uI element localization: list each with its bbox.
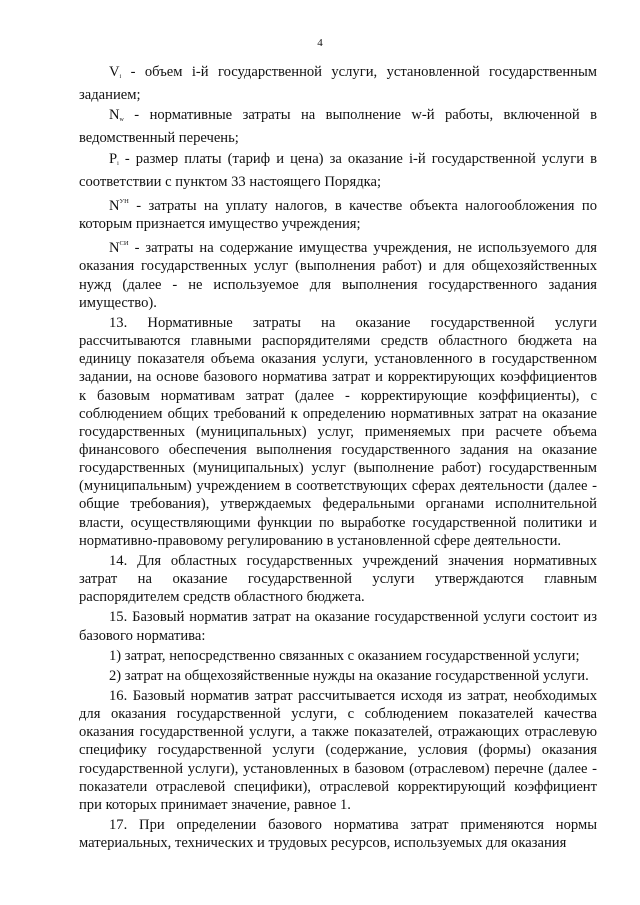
symbol-subscript: w bbox=[119, 117, 124, 124]
paragraph-17: 17. При определении базового норматива затрат применяются нормы материальных, технических и трудовых ресурсов, используемых для оказания bbox=[79, 817, 597, 852]
definition-v-i bbox=[79, 63, 597, 104]
symbol-subscript: i bbox=[117, 160, 119, 167]
symbol-superscript: УН bbox=[119, 197, 129, 205]
paragraph-16: 16. Базовый норматив затрат рассчитывается исходя из затрат, необходимых для оказания государственной услуги, с соблюдением показателей качества оказания государственной услуги, а также показателей, отражающих отраслевую специфику государственной услуги (содержание, условия (формы) оказания государственной услуги), установленных в базовом (отраслевом) перечне (далее - показатели отраслевой специфики), отраслевой корректирующий коэффициент при которых принимает значение, равное 1. bbox=[79, 688, 597, 813]
document-body bbox=[79, 63, 597, 854]
paragraph-13: 13. Нормативные затраты на оказание государственной услуги рассчитываются главными распорядителями средств областного бюджета на единицу показателя объема оказания услуги, установленного в государственном задании, на основе базового норматива затрат и корректирующих коэффициентов к базовым нормативам затрат (далее - корректирующие коэффициенты), с соблюдением общих требований к определению нормативных затрат на оказание государственных (муниципальных) услуг, применяемых при расчете объема финансового обеспечения выполнения государственного задания на оказание государственных (муниципальных) услуг (выполнение работ) государственным (муниципальным) учреждением в соответствующих сферах деятельности (далее - общие требования), утверждаемых федеральными органами исполнительной власти, осуществляющими функции по выработке государственной политики и нормативно-правовому регулированию в установленной сфере деятельности. bbox=[79, 314, 597, 549]
definition-n-si bbox=[79, 235, 597, 312]
paragraph-14: 14. Для областных государственных учреждений значения нормативных затрат на оказание государственной услуги утверждаются главным распорядителем средств областного бюджета. bbox=[79, 552, 597, 606]
paragraph-15-item-2: 2) затрат на общехозяйственные нужды на оказание государственной услуги. bbox=[109, 667, 589, 684]
symbol: V bbox=[109, 64, 120, 80]
definition-text: - размер платы (тариф и цена) за оказание i-й государственной услуги в соответствии с пунктом 33 настоящего Порядка; bbox=[79, 150, 597, 190]
paragraph-15: 15. Базовый норматив затрат на оказание государственной услуги состоит из базового норматива: bbox=[79, 609, 597, 644]
paragraph-15-item-1: 1) затрат, непосредственно связанных с оказанием государственной услуги; bbox=[109, 647, 580, 664]
symbol: P bbox=[109, 150, 118, 167]
symbol: N bbox=[109, 197, 120, 214]
symbol: N bbox=[109, 107, 120, 124]
definition-text: - затраты на уплату налогов, в качестве объекта налогообложения по которым признается имущество учреждения; bbox=[79, 197, 597, 233]
page-number: 4 bbox=[317, 37, 323, 49]
symbol-subscript: i bbox=[119, 74, 122, 80]
definition-n-w bbox=[79, 106, 597, 147]
definition-p-i bbox=[79, 150, 597, 191]
symbol: N bbox=[109, 240, 120, 257]
symbol-superscript: СИ bbox=[119, 240, 129, 248]
definition-text: - нормативные затраты на выполнение w-й работы, включенной в ведомственный перечень; bbox=[79, 107, 597, 147]
definition-text: - затраты на содержание имущества учреждения, не используемого для оказания государственных услуг (выполнения работ) и для общехозяйственных нужд (далее - не используемое для выполнения государственного задания имущество). bbox=[79, 240, 597, 311]
definition-text: - объем i-й государственной услуги, установленной государственным заданием; bbox=[79, 64, 597, 104]
definition-n-un bbox=[79, 193, 597, 233]
